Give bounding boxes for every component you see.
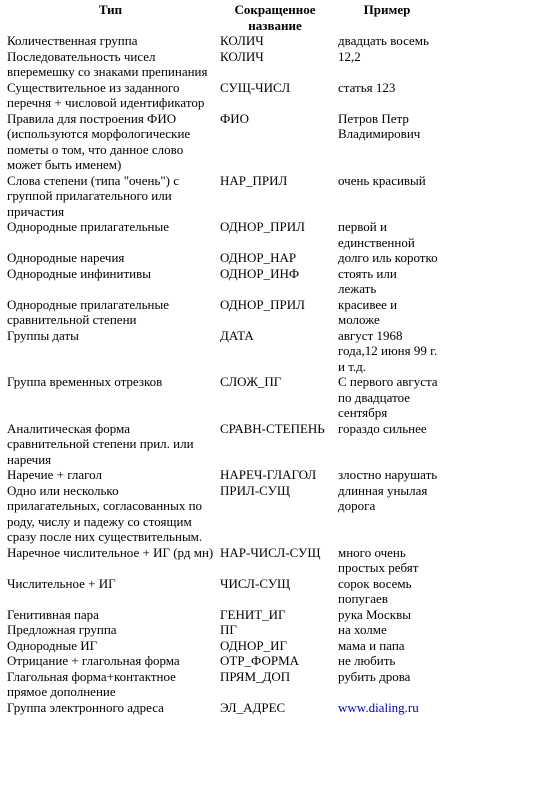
cell-example: много очень простых ребят	[338, 544, 419, 575]
cell-type: Количественная группа	[7, 33, 138, 48]
cell-type: Правила для построения ФИО (используются морфологические пометы о том, что данное слово может быть именем)	[7, 110, 191, 172]
table-row	[5, 219, 440, 250]
table-row	[5, 374, 440, 421]
header-short-name: Сокращенное название	[234, 2, 316, 33]
cell-short: КОЛИЧ	[220, 48, 264, 64]
cell-example: очень красивый	[338, 172, 426, 188]
table-row	[5, 266, 440, 297]
cell-type: Существительное из заданного перечня + числовой идентификатор	[7, 79, 205, 110]
cell-short: ОДНОР_НАР	[220, 250, 297, 265]
cell-example: длинная унылая дорога	[338, 482, 428, 513]
cell-type: Одно или несколько прилагательных, согласованных по роду, числу и падежу со стоящим сразу после них существительным.	[7, 482, 203, 544]
cell-type: Отрицание + глагольная форма	[7, 653, 180, 668]
cell-short: СУЩ-ЧИСЛ	[220, 79, 291, 95]
cell-type: Однородные прилагательные сравнительной степени	[7, 296, 170, 327]
cell-short: НАР-ЧИСЛ-СУЩ	[220, 544, 321, 560]
cell-short: ОДНОР_ИНФ	[220, 265, 300, 281]
cell-short: ФИО	[220, 110, 250, 126]
table-header-row	[5, 0, 440, 33]
cell-short: ОДНОР_ИГ	[220, 637, 288, 653]
table-row	[5, 638, 440, 654]
cell-short: ПРИЛ-СУЩ	[220, 482, 290, 498]
table-row	[5, 622, 440, 638]
header-example: Пример	[363, 2, 411, 17]
cell-type: Генитивная пара	[7, 606, 99, 622]
cell-example: сорок восемь попугаев	[338, 575, 412, 606]
cell-type: Однородные наречия	[7, 250, 125, 265]
table-row	[5, 297, 440, 328]
cell-example: стоять или лежать	[338, 265, 397, 296]
cell-example: 12,2	[338, 48, 361, 64]
table-row	[5, 80, 440, 111]
cell-short: НАРЕЧ-ГЛАГОЛ	[220, 467, 317, 482]
table-row	[5, 111, 440, 173]
cell-type: Группа временных отрезков	[7, 374, 163, 389]
header-type: Тип	[98, 2, 123, 17]
cell-example: рука Москвы	[338, 606, 411, 622]
cell-example: Петров Петр Владимирович	[338, 110, 421, 141]
cell-type: Однородные прилагательные	[7, 219, 170, 234]
table-body	[5, 33, 440, 715]
cell-short: ОТР_ФОРМА	[220, 653, 300, 668]
table-row	[5, 328, 440, 375]
cell-type: Наречное числительное + ИГ (рд мн)	[7, 544, 214, 560]
cell-type: Предложная группа	[7, 622, 117, 637]
cell-type: Группы даты	[7, 327, 79, 343]
cell-short: КОЛИЧ	[220, 33, 264, 48]
cell-short: ОДНОР_ПРИЛ	[220, 296, 305, 312]
cell-type: Последовательность чисел вперемешку со знаками препинания	[7, 48, 208, 79]
table-row	[5, 33, 440, 49]
table-row	[5, 669, 440, 700]
cell-example: мама и папа	[338, 637, 405, 653]
cell-type: Группа электронного адреса	[7, 699, 164, 715]
cell-example: злостно нарушать	[338, 467, 438, 482]
cell-short: ГЕНИТ_ИГ	[220, 606, 286, 622]
table-row	[5, 467, 440, 483]
table-row	[5, 49, 440, 80]
table-row	[5, 653, 440, 669]
table-row	[5, 421, 440, 468]
cell-type: Однородные ИГ	[7, 637, 98, 653]
cell-type: Наречие + глагол	[7, 467, 102, 482]
groups-table	[5, 0, 440, 715]
cell-example: С первого августа по двадцатое сентября	[338, 374, 438, 420]
cell-short: ЧИСЛ-СУЩ	[220, 575, 291, 591]
cell-short: СЛОЖ_ПГ	[220, 374, 282, 389]
cell-short: ПГ	[220, 622, 237, 637]
cell-short: НАР_ПРИЛ	[220, 172, 288, 188]
table-row	[5, 576, 440, 607]
cell-type: Аналитическая форма сравнительной степени прил. или наречия	[7, 420, 194, 467]
cell-example: статья 123	[338, 79, 396, 95]
table-row	[5, 173, 440, 220]
cell-example: август 1968 года,12 июня 99 г. и т.д.	[338, 327, 438, 374]
cell-short: ПРЯМ_ДОП	[220, 668, 291, 684]
cell-type: Числительное + ИГ	[7, 575, 116, 591]
table-row	[5, 607, 440, 623]
cell-short: СРАВН-СТЕПЕНЬ	[220, 420, 325, 436]
cell-short: ЭЛ_АДРЕС	[220, 699, 286, 715]
cell-example: на холме	[338, 622, 387, 637]
cell-example: первой и единственной	[338, 219, 415, 250]
email-address-link[interactable]: www.dialing.ru	[338, 699, 419, 715]
cell-type: Слова степени (типа "очень") с группой прилагательного или причастия	[7, 172, 180, 219]
table-row	[5, 700, 440, 716]
cell-type: Глагольная форма+контактное прямое дополнение	[7, 668, 176, 699]
cell-short: ОДНОР_ПРИЛ	[220, 219, 305, 234]
cell-example: долго иль коротко	[338, 250, 438, 265]
cell-example: красивее и моложе	[338, 296, 398, 327]
cell-example: рубить дрова	[338, 668, 411, 684]
table-row	[5, 250, 440, 266]
cell-type: Однородные инфинитивы	[7, 265, 151, 281]
cell-example: гораздо сильнее	[338, 420, 427, 436]
cell-example: не любить	[338, 653, 396, 668]
cell-example: двадцать восемь	[338, 33, 429, 48]
table-row	[5, 545, 440, 576]
cell-short: ДАТА	[220, 327, 254, 343]
table-row	[5, 483, 440, 545]
